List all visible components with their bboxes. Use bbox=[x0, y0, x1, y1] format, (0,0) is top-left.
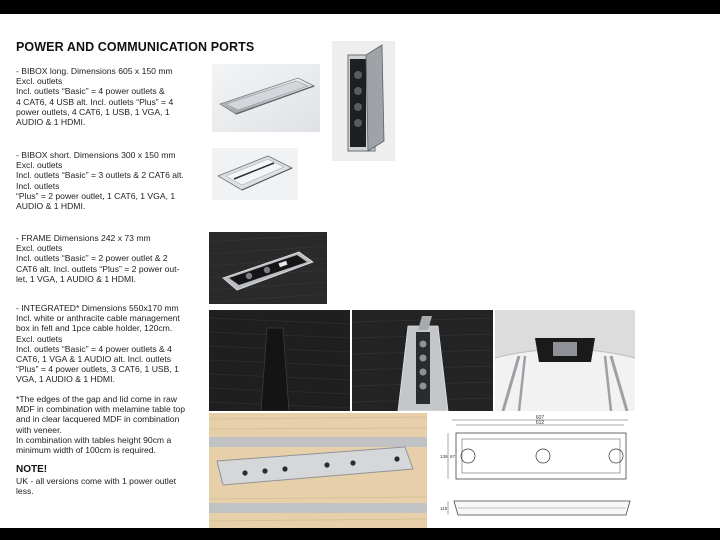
integrated-closed-photo bbox=[209, 310, 350, 411]
bibox-short-description: - BIBOX short. Dimensions 300 x 150 mm Excl. outlets Incl. outlets “Basic” = 3 outlets & 2 CAT6 alt. Incl. outlets “Plus” = 2 power outlet, 1 CAT6, 1 VGA, 1 AUDIO & 1 HDMI. bbox=[16, 150, 184, 212]
bibox-short-photo bbox=[212, 148, 298, 200]
top-frame-bar bbox=[0, 0, 720, 14]
integrated-description: - INTEGRATED* Dimensions 550x170 mm Incl. white or anthracite cable management box in felt and 1pce cable holder, 120cm. Excl. outlets Incl. outlets “Basic” = 4 power outlets & 4 CAT6, 1 VGA & 1 AUDIO alt. Incl. outlets “Plus” = 4 power outlets, 3 CAT6, 1 USB, 1 VGA, 1 AUDIO & 1 HDMI. bbox=[16, 303, 180, 385]
under-table-photo bbox=[495, 310, 635, 411]
frame-photo bbox=[209, 232, 327, 304]
frame-description: - FRAME Dimensions 242 x 73 mm Excl. outlets Incl. outlets “Basic” = 2 power outlet & 2 CAT6 alt. Incl. outlets “Plus” = 2 power out- let, 1 VGA, 1 AUDIO & 1 HDMI. bbox=[16, 233, 180, 284]
dimension-67-label: 67 bbox=[450, 454, 456, 459]
page-title: POWER AND COMMUNICATION PORTS bbox=[16, 40, 255, 54]
bibox-long-description: - BIBOX long. Dimensions 605 x 150 mm Excl. outlets Incl. outlets “Basic” = 4 power outlets & 4 CAT6, 4 USB alt. Incl. outlets “Plus” = 4 power outlets, 4 CAT6, 1 USB, 1 VGA, 1 AUDIO & 1 HDMI. bbox=[16, 66, 174, 128]
bibox-open-photo bbox=[332, 41, 395, 161]
bibox-long-photo bbox=[212, 64, 320, 132]
dimension-607-label: 607 bbox=[535, 415, 545, 421]
bottom-frame-bar bbox=[0, 528, 720, 540]
note: NOTE! UK - all versions come with 1 power outlet less. bbox=[16, 464, 210, 496]
catalog-page bbox=[0, 14, 720, 528]
footnote: *The edges of the gap and lid come in raw MDF in combination with melamine table top and in clear lacquered MDF in combination with veneer. In combination with tables height 90cm a minimum width of 100cm is required. bbox=[16, 394, 186, 456]
dimension-115-label: 115 bbox=[440, 506, 448, 511]
dimension-612-label: 612 bbox=[535, 420, 545, 426]
integrated-open-photo bbox=[352, 310, 493, 411]
technical-drawing bbox=[440, 413, 640, 528]
dimension-139-label: 139 bbox=[440, 454, 448, 459]
note-heading: NOTE! bbox=[16, 464, 48, 475]
cable-tray-photo bbox=[209, 413, 427, 528]
